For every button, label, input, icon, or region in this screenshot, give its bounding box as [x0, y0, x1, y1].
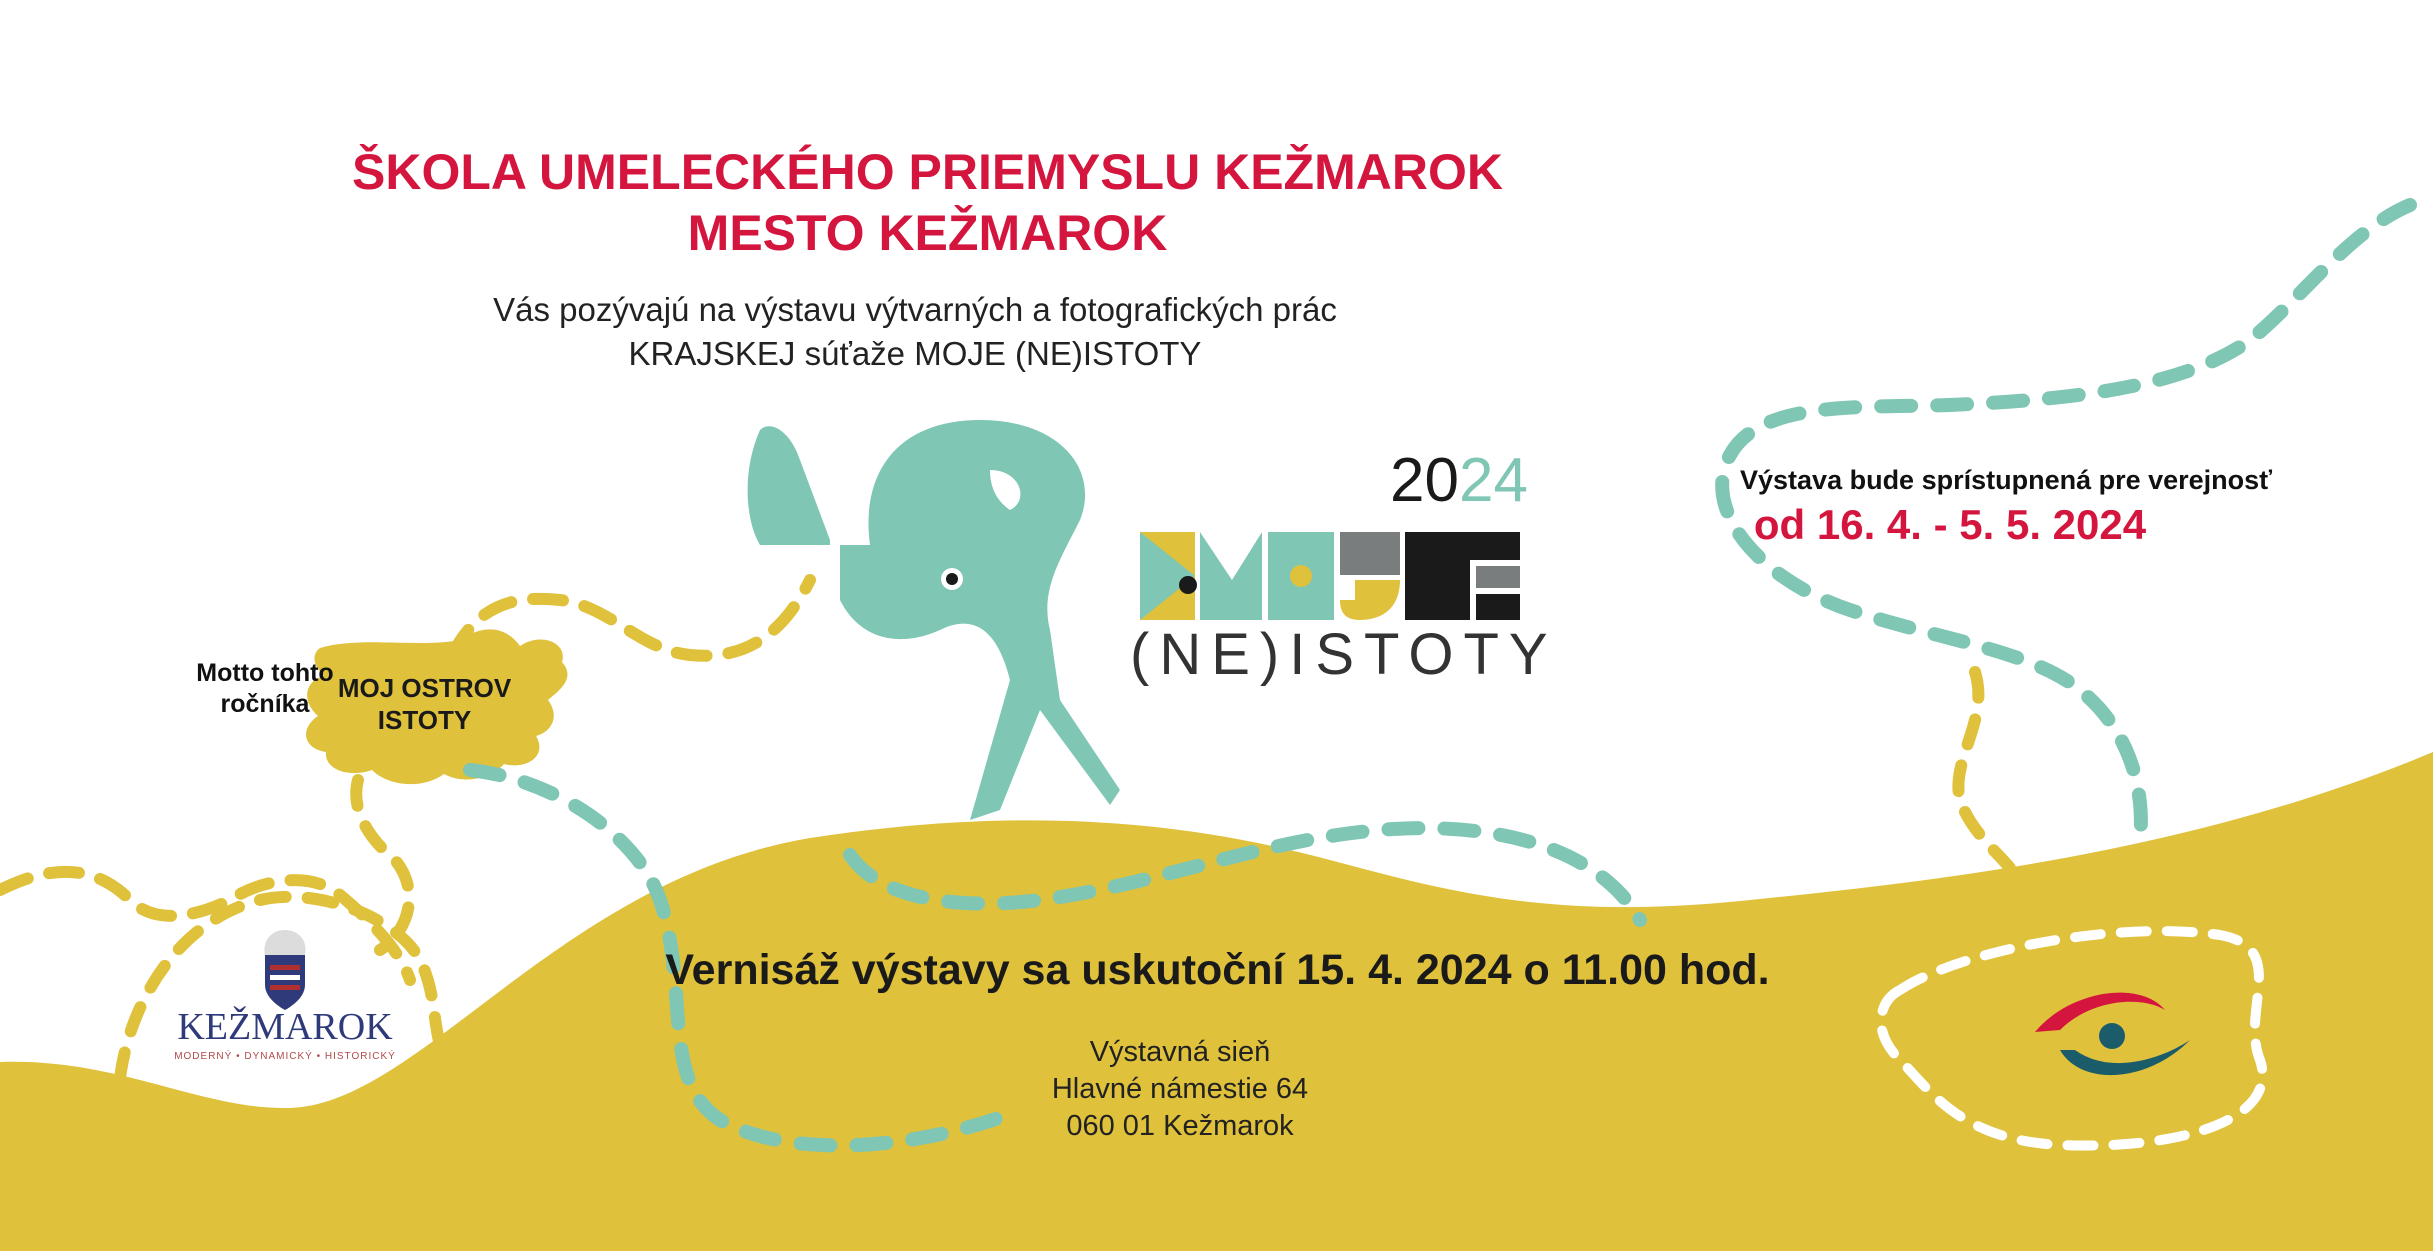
public-access-note: Výstava bude sprístupnená pre verejnosť	[1740, 465, 2273, 495]
mustard-dashed-path-right	[1958, 672, 2010, 868]
logo-year	[1390, 446, 1530, 516]
mustard-dashed-path-down	[356, 780, 409, 950]
opening-announcement: Vernisáž výstavy sa uskutoční 15. 4. 2024 o 11.00 hod.	[665, 946, 1770, 994]
coat-of-arms-icon	[264, 930, 305, 1010]
logo-year-prefix: 20	[1390, 446, 1459, 515]
motto-label: Motto tohto ročníka	[196, 659, 334, 718]
venue-name: Výstavná sieň	[1089, 1036, 1271, 1068]
organizer-city: MESTO KEŽMAROK	[687, 205, 1168, 261]
invitation-line-2: KRAJSKEJ súťaže MOJE (NE)ISTOTY	[628, 335, 1202, 372]
walking-head-figure-icon	[748, 420, 1120, 820]
city-logo-tagline: MODERNÝ • DYNAMICKÝ • HISTORICKÝ	[174, 1051, 396, 1062]
organizer-school: ŠKOLA UMELECKÉHO PRIEMYSLU KEŽMAROK	[352, 144, 1503, 200]
city-logo-name: KEŽMAROK	[177, 1006, 393, 1048]
public-access-dates: od 16. 4. - 5. 5. 2024	[1753, 501, 2147, 548]
mustard-dashed-path-left	[0, 872, 410, 980]
motto-text: MOJ OSTROV ISTOTY	[337, 673, 512, 735]
logo-year-suffix: 24	[1458, 446, 1528, 515]
moje-block-letters	[1140, 532, 1520, 620]
invitation-line-1: Vás pozývajú na výstavu výtvarných a fotografických prác	[493, 291, 1337, 328]
logo-subtitle: (NE)ISTOTY	[1130, 622, 1558, 687]
venue-city: 060 01 Kežmarok	[1066, 1110, 1294, 1142]
venue-street: Hlavné námestie 64	[1051, 1073, 1309, 1105]
